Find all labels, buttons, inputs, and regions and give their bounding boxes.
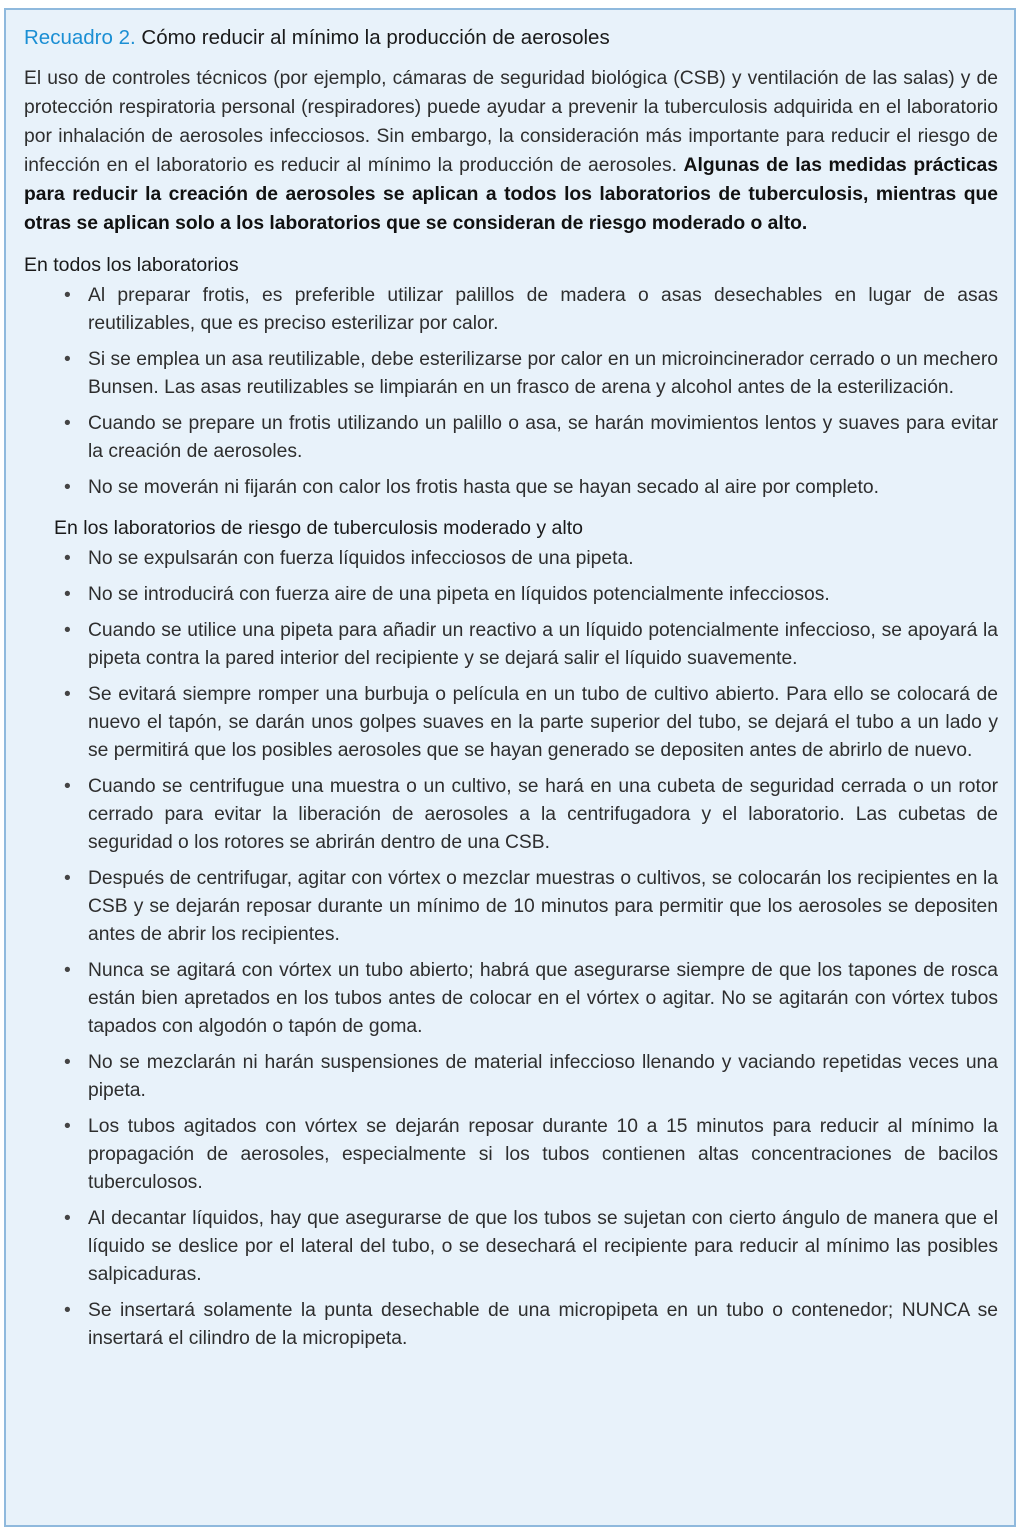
- bullet-icon: •: [64, 776, 71, 797]
- list-item-text: Cuando se utilice una pipeta para añadir un reactivo a un líquido potencialmente infeccioso, se apoyará la pipeta contra la pared interior del recipiente y se dejará salir el líquido suavemente.: [88, 620, 998, 669]
- bullet-icon: •: [64, 349, 71, 370]
- box-title-text: Cómo reducir al mínimo la producción de aerosoles: [141, 26, 610, 49]
- list-item: [64, 474, 998, 502]
- list-item: [64, 773, 998, 857]
- list-item-text: Cuando se centrifugue una muestra o un cultivo, se hará en una cubeta de seguridad cerrada o un rotor cerrado para evitar la liberación de aerosoles a la centrifugadora y el laboratorio. Las cubetas de seguridad o los rotores se abrirán dentro de una CSB.: [88, 776, 998, 853]
- list-item: [64, 957, 998, 1041]
- bullet-icon: •: [64, 1300, 71, 1321]
- list-item-text: Nunca se agitará con vórtex un tubo abierto; habrá que asegurarse siempre de que los tapones de rosca están bien apretados en los tubos antes de colocar en el vórtex o agitar. No se agitarán con vórtex tubos tapados con algodón o tapón de goma.: [88, 960, 998, 1037]
- section-heading-moderate-high-risk: En los laboratorios de riesgo de tuberculosis moderado y alto: [54, 517, 583, 539]
- list-moderate-high-risk: [24, 545, 998, 1353]
- list-item-text: Se evitará siempre romper una burbuja o película en un tubo de cultivo abierto. Para ello se colocará de nuevo el tapón, se darán unos golpes suaves en la parte superior del tubo, se dejará el tubo a un lado y se permitirá que los posibles aerosoles que se hayan generado se depositen antes de abrirlo de nuevo.: [88, 684, 998, 761]
- list-item: [64, 865, 998, 949]
- bullet-icon: •: [64, 620, 71, 641]
- list-item: [64, 617, 998, 673]
- list-item: [64, 1297, 998, 1353]
- bullet-icon: •: [64, 684, 71, 705]
- list-item: [64, 282, 998, 338]
- list-item-text: No se mezclarán ni harán suspensiones de material infeccioso llenando y vaciando repetidas veces una pipeta.: [88, 1052, 998, 1101]
- intro-bold-text: Algunas de las medidas prácticas para reducir la creación de aerosoles se aplican a todos los laboratorios de tuberculosis, mientras que otras se aplican solo a los laboratorios que se consideran de riesgo moderado o alto.: [24, 155, 999, 234]
- bullet-icon: •: [64, 285, 71, 306]
- list-item-text: Al decantar líquidos, hay que asegurarse de que los tubos se sujetan con cierto ángulo de manera que el líquido se deslice por el lateral del tubo, o se desechará el recipiente para reducir al mínimo las posibles salpicaduras.: [88, 1208, 998, 1285]
- list-item: [64, 1049, 998, 1105]
- box-title: [24, 24, 998, 52]
- list-item-text: Se insertará solamente la punta desechable de una micropipeta en un tubo o contenedor; NUNCA se insertará el cilindro de la micropipeta.: [88, 1300, 998, 1349]
- list-all-labs: [24, 282, 998, 502]
- bullet-icon: •: [64, 960, 71, 981]
- list-item-text: No se introducirá con fuerza aire de una pipeta en líquidos potencialmente infecciosos.: [88, 584, 830, 605]
- bullet-icon: •: [64, 1208, 71, 1229]
- list-item-text: Después de centrifugar, agitar con vórtex o mezclar muestras o cultivos, se colocarán los recipientes en la CSB y se dejarán reposar durante un mínimo de 10 minutos para permitir que los aerosoles se depositen antes de abrir los recipientes.: [88, 868, 998, 945]
- list-item: [64, 545, 998, 573]
- section-heading-all-labs: En todos los laboratorios: [24, 254, 239, 276]
- list-item: [64, 1113, 998, 1197]
- info-box: [4, 8, 1016, 1527]
- list-item-text: No se expulsarán con fuerza líquidos infecciosos de una pipeta.: [88, 548, 634, 569]
- bullet-icon: •: [64, 868, 71, 889]
- list-item-text: Al preparar frotis, es preferible utilizar palillos de madera o asas desechables en lugar de asas reutilizables, que es preciso esterilizar por calor.: [88, 285, 998, 334]
- list-item-text: Los tubos agitados con vórtex se dejarán reposar durante 10 a 15 minutos para reducir al mínimo la propagación de aerosoles, especialmente si los tubos contienen altas concentraciones de bacilos tuberculosos.: [88, 1116, 998, 1193]
- bullet-icon: •: [64, 1052, 71, 1073]
- list-item: [64, 681, 998, 765]
- list-item: [64, 410, 998, 466]
- bullet-icon: •: [64, 413, 71, 434]
- list-item-text: Cuando se prepare un frotis utilizando un palillo o asa, se harán movimientos lentos y suaves para evitar la creación de aerosoles.: [88, 413, 998, 462]
- list-item: [64, 1205, 998, 1289]
- bullet-icon: •: [64, 477, 71, 498]
- list-item: [64, 581, 998, 609]
- list-item: [64, 346, 998, 402]
- intro-text: El uso de controles técnicos (por ejemplo, cámaras de seguridad biológica (CSB) y ventilación de las salas) y de protección respiratoria personal (respiradores) puede ayudar a prevenir la tuberculosis adquirida en el laboratorio por inhalación de aerosoles infecciosos. Sin embargo, la consideración más importante para reducir el riesgo de infección en el laboratorio es reducir al mínimo la producción de aerosoles.: [24, 68, 998, 176]
- bullet-icon: •: [64, 584, 71, 605]
- bullet-icon: •: [64, 1116, 71, 1137]
- bullet-icon: •: [64, 548, 71, 569]
- intro-paragraph: [24, 64, 998, 238]
- list-item-text: Si se emplea un asa reutilizable, debe esterilizarse por calor en un microincinerador cerrado o un mechero Bunsen. Las asas reutilizables se limpiarán en un frasco de arena y alcohol antes de la esterilización.: [88, 349, 998, 398]
- list-item-text: No se moverán ni fijarán con calor los frotis hasta que se hayan secado al aire por completo.: [88, 477, 879, 498]
- box-label: Recuadro 2.: [24, 26, 136, 49]
